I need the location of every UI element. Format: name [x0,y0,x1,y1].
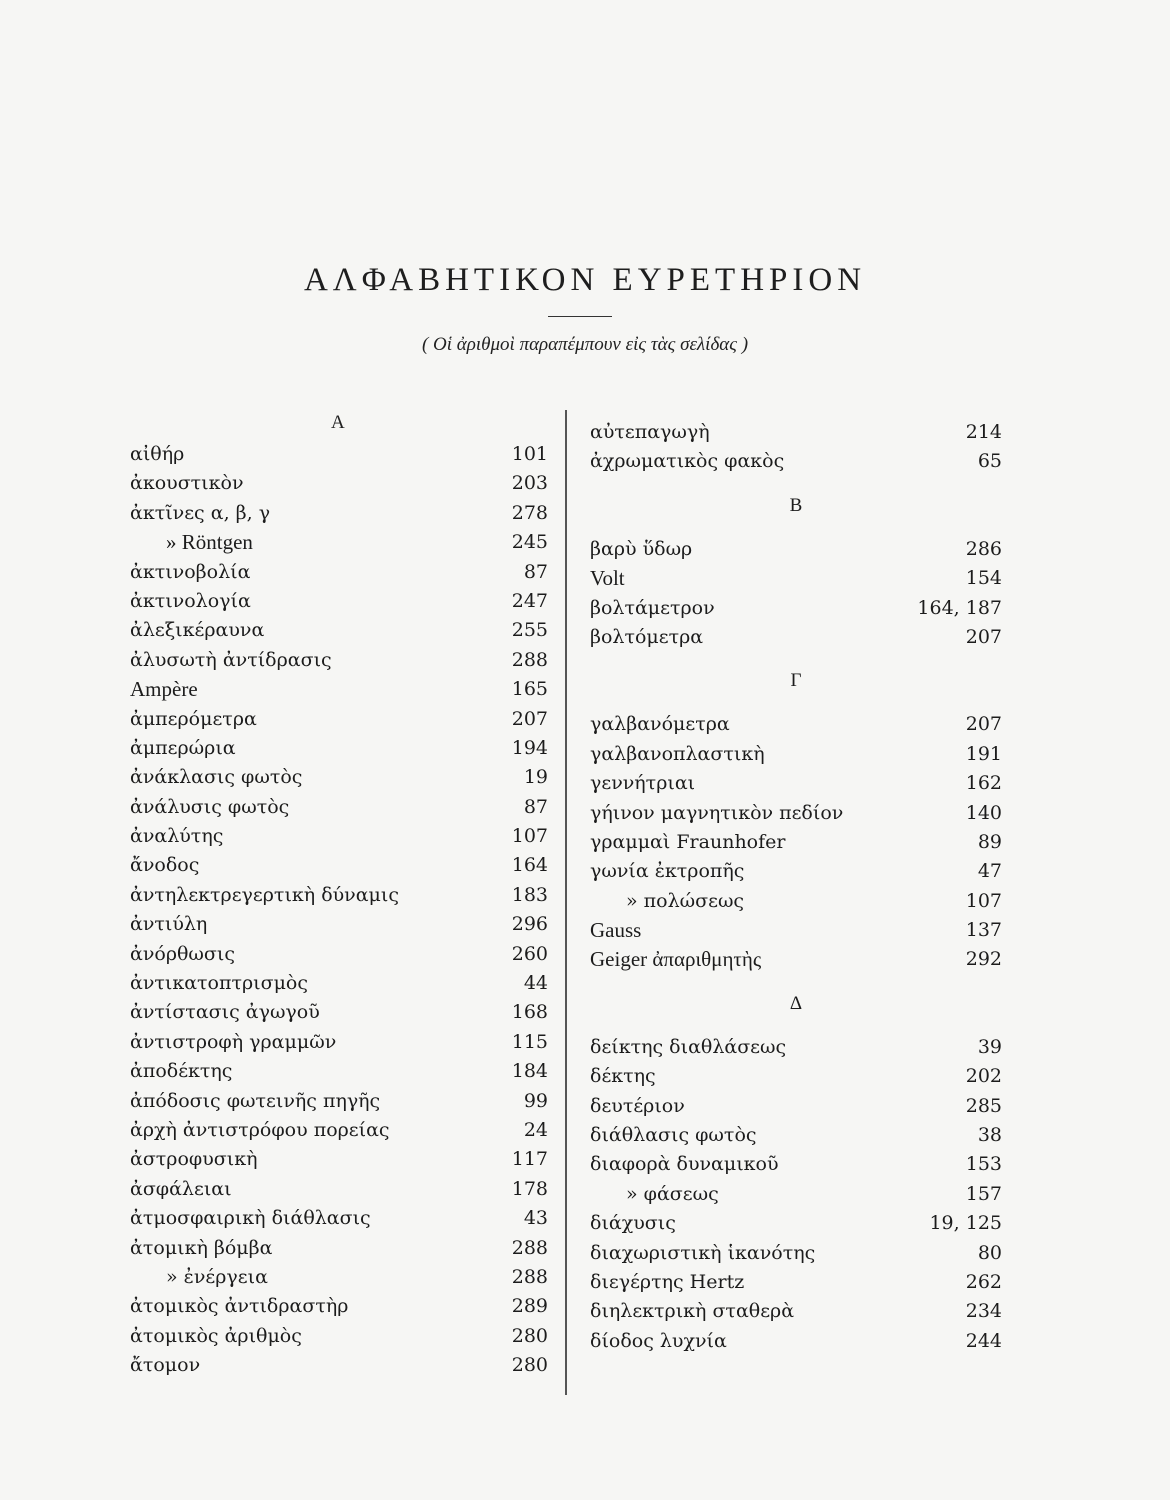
entry-page: 38 [977,1124,1002,1147]
entry-term: ἀρχὴ ἀντιστρόφου πορείας [130,1118,390,1141]
entry-page: 168 [511,1001,548,1024]
entry-page: 107 [511,825,548,848]
entry-term: γωνία ἐκτροπῆς [590,860,745,883]
index-entry [590,887,1002,916]
entry-term: δίοδος λυχνία [590,1329,727,1352]
entry-page: 101 [511,443,548,465]
entry-term: ἀνάλυσις φωτὸς [130,795,290,818]
index-entry [130,646,548,675]
entry-term: γήινον μαγνητικὸν πεδίον [590,801,844,824]
entry-page: 19 [523,766,548,789]
entry-page: 140 [965,801,1002,824]
index-entry [130,881,548,910]
right-column [590,418,1002,1356]
column-divider [565,410,567,1395]
entry-term: ἀτομικὴ βόμβα [130,1236,273,1259]
index-entry [590,916,1002,945]
index-entry [130,616,548,645]
index-entry [130,763,548,792]
entry-term: βολτάμετρον [590,596,715,619]
index-entry [130,469,548,498]
index-entry [130,998,548,1027]
entry-page: 234 [965,1300,1002,1323]
index-entry [130,558,548,587]
index-entry [130,1028,548,1057]
entry-page: 115 [511,1030,548,1053]
entry-page: 214 [965,421,1002,443]
index-entry [130,1116,548,1145]
entry-page: 87 [523,795,548,818]
entry-term: Geiger ἀπαριθμητὴς [590,947,762,972]
entry-page: 207 [965,713,1002,736]
index-entry [590,857,1002,886]
entry-term: διηλεκτρικὴ σταθερὰ [590,1300,795,1323]
entry-page: 296 [511,913,548,936]
entry-term: γαλβανόμετρα [590,713,730,736]
entry-term: ἀκτινολογία [130,589,251,612]
entry-page: 285 [965,1094,1002,1117]
page-title: ΑΛΦΑΒΗΤΙΚΟΝ ΕΥΡΕΤΗΡΙΟΝ [303,262,867,298]
entry-page: 280 [511,1354,548,1377]
index-entry [130,528,548,557]
entry-page: 39 [977,1035,1002,1058]
entry-page: 280 [511,1324,548,1347]
index-entry [590,710,1002,739]
entry-page: 183 [511,883,548,906]
entry-page: 245 [511,531,548,554]
entry-term: » Röntgen [166,530,253,555]
index-entry [130,1263,548,1292]
entry-term: αἰθήρ [130,443,185,465]
entry-term: αὐτεπαγωγὴ [590,421,710,443]
entry-page: 191 [965,742,1002,765]
entry-term: διαφορὰ δυναμικοῦ [590,1153,779,1176]
entry-page: 292 [965,948,1002,971]
index-entry [130,587,548,616]
index-entry [590,1180,1002,1209]
index-entry [130,705,548,734]
entry-term: ἀχρωματικὸς φακὸς [590,450,785,473]
entry-term: δευτέριον [590,1094,685,1117]
entry-term: δέκτης [590,1065,656,1088]
entry-page: 286 [965,537,1002,560]
index-entry [590,799,1002,828]
entry-page: 247 [511,589,548,612]
section-letter-g: Γ [790,670,802,692]
index-entry [130,1351,548,1380]
entry-page: 202 [965,1065,1002,1088]
entry-page: 162 [965,772,1002,795]
entry-term: ἀντιύλη [130,913,208,936]
index-entry [130,499,548,528]
entry-term: ἀνόρθωσις [130,942,235,965]
index-entry [130,851,548,880]
entry-term: Volt [590,566,625,591]
entry-page: 178 [511,1177,548,1200]
entry-page: 164 [511,854,548,877]
entry-term: ἀστροφυσικὴ [130,1148,258,1171]
entry-term: » ἐνέργεια [166,1265,268,1288]
entry-page: 157 [965,1182,1002,1205]
entry-term: ἀμπερόμετρα [130,707,257,730]
entry-term: διεγέρτης Hertz [590,1270,745,1293]
entry-term: ἀτμοσφαιρικὴ διάθλασις [130,1207,371,1230]
entry-page: 153 [965,1153,1002,1176]
entry-term: γεννήτριαι [590,772,696,795]
index-entry [130,734,548,763]
entry-term: ἀκτινοβολία [130,560,251,583]
index-entry [130,793,548,822]
index-entry [130,1234,548,1263]
entry-term: ἀλυσωτὴ ἀντίδρασις [130,648,332,671]
entry-term: ἀτομικὸς ἀντιδραστὴρ [130,1295,349,1318]
title-rule [548,316,612,317]
index-entry [590,945,1002,974]
entry-term: ἀνάκλασις φωτὸς [130,766,303,789]
entry-term: ἀκτῖνες α, β, γ [130,501,271,524]
entry-term: βαρὺ ὕδωρ [590,537,693,560]
entry-term: ἀλεξικέραυνα [130,619,265,642]
index-entry [590,594,1002,623]
entry-term: διάθλασις φωτὸς [590,1124,757,1147]
entry-term: διάχυσις [590,1212,676,1235]
index-entry [590,1239,1002,1268]
index-entry [130,969,548,998]
entry-term: ἀτομικὸς ἀριθμὸς [130,1324,302,1347]
entry-term: ἄνοδος [130,854,200,877]
entry-term: ἀντιστροφὴ γραμμῶν [130,1030,337,1053]
index-entry [590,1121,1002,1150]
index-entry [130,822,548,851]
entry-page: 80 [977,1241,1002,1264]
entry-term: ἀντίστασις ἀγωγοῦ [130,1001,320,1024]
entry-page: 154 [965,567,1002,590]
index-entry [590,1062,1002,1091]
index-entry [590,769,1002,798]
entry-term: ἀντηλεκτρεγερτικὴ δύναμις [130,883,399,906]
entry-page: 99 [523,1089,548,1112]
entry-page: 117 [511,1148,548,1171]
entry-page: 289 [511,1295,548,1318]
entry-term: ἀναλύτης [130,825,224,848]
section-letter-a: Α [331,412,345,433]
index-entry [590,1092,1002,1121]
entry-page: 65 [977,450,1002,473]
index-entry [130,940,548,969]
entry-page: 278 [511,501,548,524]
entry-page: 194 [511,736,548,759]
section-letter-d: Δ [789,992,803,1014]
entry-page: 107 [965,889,1002,912]
entry-page: 87 [523,560,548,583]
page-subtitle: ( Οἱ ἀριθμοὶ παραπέμπουν εἰς τὰς σελίδας ) [421,334,749,355]
entry-page: 244 [965,1329,1002,1352]
entry-page: 165 [511,678,548,701]
entry-term: » φάσεως [626,1182,719,1205]
index-entry [130,1204,548,1233]
entry-page: 164, 187 [917,596,1002,619]
index-entry [130,675,548,704]
entry-page: 89 [977,830,1002,853]
entry-term: ἀμπερώρια [130,736,236,759]
left-column [130,440,548,1381]
entry-page: 288 [511,648,548,671]
index-entry [590,564,1002,593]
entry-term: ἀσφάλειαι [130,1177,232,1200]
entry-page: 255 [511,619,548,642]
index-entry [590,1268,1002,1297]
index-entry [590,1327,1002,1356]
entry-page: 24 [523,1118,548,1141]
entry-term: γραμμαὶ Fraunhofer [590,830,786,853]
index-entry [590,740,1002,769]
entry-term: ἀκουστικὸν [130,472,244,495]
index-entry [130,1057,548,1086]
entry-page: 44 [523,972,548,995]
entry-term: ἀποδέκτης [130,1060,233,1083]
index-entry [590,418,1002,447]
index-entry [130,440,548,469]
index-entry [590,1150,1002,1179]
index-entry [130,1175,548,1204]
entry-page: 137 [965,919,1002,942]
entry-page: 207 [965,625,1002,648]
index-entry [590,535,1002,564]
entry-page: 288 [511,1236,548,1259]
index-entry [130,1087,548,1116]
entry-page: 184 [511,1060,548,1083]
index-entry [590,447,1002,476]
entry-page: 43 [523,1207,548,1230]
index-entry [590,1297,1002,1326]
entry-page: 262 [965,1270,1002,1293]
entry-page: 203 [511,472,548,495]
index-entry [130,1322,548,1351]
index-entry [590,828,1002,857]
entry-term: βολτόμετρα [590,625,704,648]
entry-term: δείκτης διαθλάσεως [590,1035,787,1058]
entry-page: 47 [977,860,1002,883]
index-entry [130,1292,548,1321]
entry-term: διαχωριστικὴ ἱκανότης [590,1241,816,1264]
entry-page: 19, 125 [929,1212,1002,1235]
index-entry [590,623,1002,652]
entry-term: γαλβανοπλαστικὴ [590,742,765,765]
entry-term: ἄτομον [130,1354,201,1377]
index-entry [590,1033,1002,1062]
entry-term: Ampère [130,677,198,702]
index-entry [130,1145,548,1174]
entry-term: ἀντικατοπτρισμὸς [130,972,309,995]
entry-term: » πολώσεως [626,889,745,912]
entry-page: 207 [511,707,548,730]
entry-term: Gauss [590,918,642,943]
index-entry [590,1209,1002,1238]
index-entry [130,910,548,939]
entry-term: ἀπόδοσις φωτεινῆς πηγῆς [130,1089,381,1112]
section-letter-b: Β [789,494,803,516]
entry-page: 288 [511,1265,548,1288]
entry-page: 260 [511,942,548,965]
